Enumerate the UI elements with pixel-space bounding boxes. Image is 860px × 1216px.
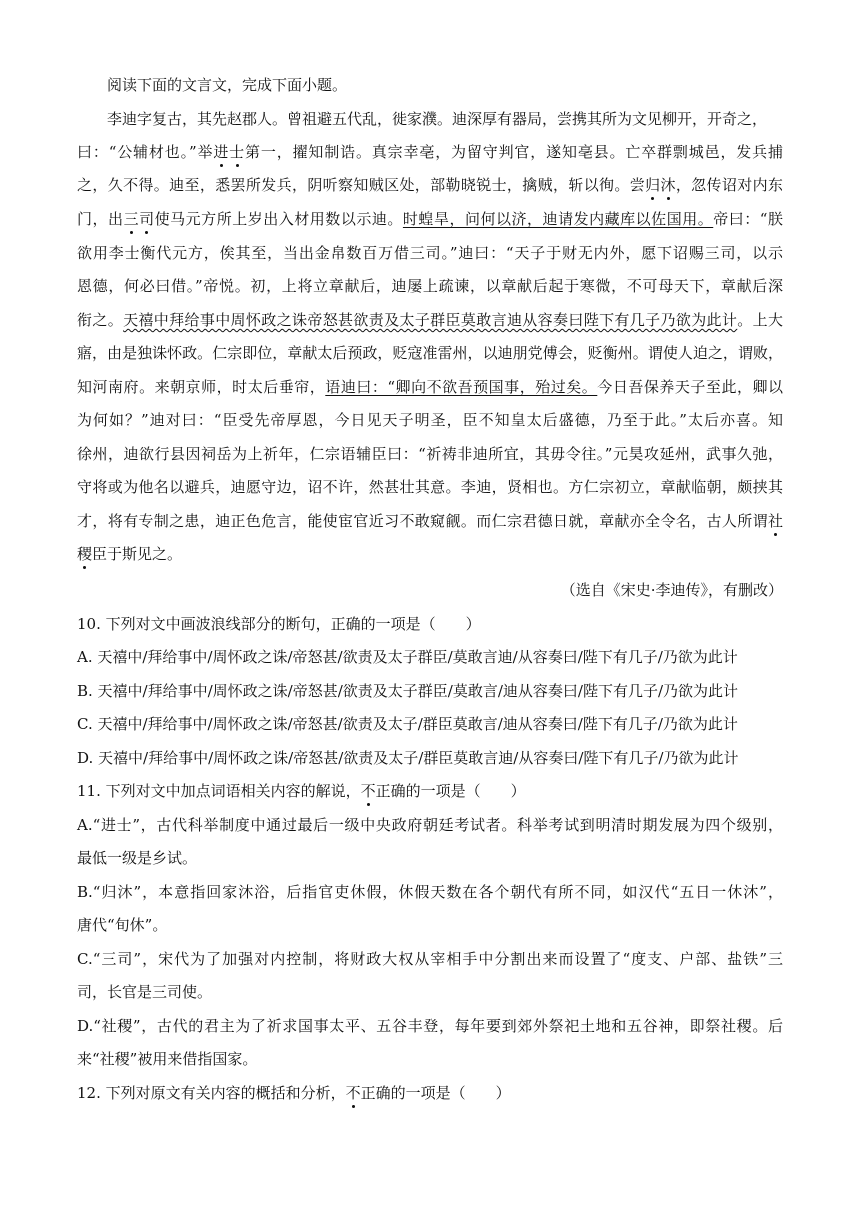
underlined-sentence: 语迪曰：“卿向不欲吾预国事，殆过矣。 bbox=[325, 378, 598, 396]
passage-line: 稷臣于斯见之。 bbox=[77, 545, 183, 563]
dotted-char: 不 bbox=[345, 1084, 361, 1102]
passage-line: 守将或为他名以避兵，迪愿守边，诏不许，然甚壮其意。李迪，贤相也。方仁宗初立，章献临朝，颇挟其 bbox=[77, 478, 783, 496]
dotted-char: 士 bbox=[229, 143, 246, 161]
option-c: C. 天禧中/拜给事中/周怀政之诛/帝怒甚/欲责及太子/群臣莫敢言/迪从容奏曰/陛下有几子/乃欲为此计 bbox=[77, 715, 738, 733]
question-stem: 10. 下列对文中画波浪线部分的断句，正确的一项是（ ） bbox=[77, 615, 481, 633]
passage-line: 恩德，何必曰借。”帝悦。初，上将立章献后，迪屡上疏谏，以章献后起于寒微，不可母天下，章献后深 bbox=[77, 277, 783, 295]
passage-line: 徐州，迪欲行县因祠岳为上祈年，仁宗语辅臣曰：“祈祷非迪所宜，其毋令往。”元昊攻延州，武事久弛， bbox=[77, 445, 783, 463]
option-a: A.“进士”，古代科举制度中通过最后一级中央政府朝廷考试者。科举考试到明清时期发展为四个级别， bbox=[77, 816, 783, 834]
option-c: C.“三司”，宋代为了加强对内控制，将财政大权从宰相手中分割出来而设置了“度支、户部、盐铁”三 bbox=[77, 950, 783, 968]
option-b: B. 天禧中/拜给事中/周怀政之诛/帝怒甚/欲责及太子群臣/莫敢言/迪从容奏曰/陛下有几子/乃欲为此计 bbox=[77, 682, 738, 700]
passage-line: 知河南府。来朝京师，时太后垂帘，语迪曰：“卿向不欲吾预国事，殆过矣。今日吾保养天子至此，卿以 bbox=[77, 378, 783, 396]
option-d-cont: 来“社稷”被用来借指国家。 bbox=[77, 1050, 258, 1068]
dotted-char: 归 bbox=[645, 176, 661, 194]
instruction-text: 阅读下面的文言文，完成下面小题。 bbox=[107, 76, 348, 94]
option-b-cont: 唐代“旬休”。 bbox=[77, 916, 168, 934]
underlined-sentence: 时蝗旱，问何以济，迪请发内藏库以佐国用。 bbox=[402, 210, 714, 228]
passage-line: 李迪字复古，其先赵郡人。曾祖避五代乱，徙家濮。迪深厚有器局，尝携其所为文见柳开，开奇之， bbox=[107, 110, 768, 128]
option-a-cont: 最低一级是乡试。 bbox=[77, 849, 198, 867]
dotted-char: 三 bbox=[123, 210, 140, 228]
dotted-char: 社 bbox=[767, 512, 783, 530]
dotted-char: 不 bbox=[360, 782, 376, 800]
dotted-char: 沐 bbox=[660, 176, 676, 194]
option-d: D. 天禧中/拜给事中/周怀政之诛/帝怒甚/欲责及太子/群臣莫敢言迪/从容奏曰/陛下有几子/乃欲为此计 bbox=[77, 749, 739, 767]
passage-line: 曰：“公辅材也。”举进士第一，擢知制诰。真宗幸亳，为留守判官，遂知亳县。亡卒群剽城邑，发兵捕 bbox=[77, 143, 783, 161]
passage-line: 为何如？”迪对曰：“臣受先帝厚恩，今日见天子明圣，臣不知皇太后盛德，乃至于此。”太后亦喜。知 bbox=[77, 411, 783, 429]
dotted-char: 司 bbox=[139, 210, 155, 228]
option-c-cont: 司，长官是三司使。 bbox=[77, 983, 213, 1001]
question-stem: 11. 下列对文中加点词语相关内容的解说，不正确的一项是（ ） bbox=[77, 782, 526, 800]
option-d: D.“社稷”，古代的君主为了祈求国事太平、五谷丰登，每年要到郊外祭祀土地和五谷神，即祭社稷。后 bbox=[77, 1017, 783, 1035]
dotted-char: 进 bbox=[213, 143, 230, 161]
passage-line: 寤，由是独诛怀政。仁宗即位，章献太后预政，贬寇准雷州，以迪朋党傅会，贬衡州。谓使人迫之，谓败， bbox=[77, 344, 783, 362]
passage-line: 之，久不得。迪至，悉罢所发兵，阴听察知贼区处，部勒晓锐士，擒贼，斩以徇。尝归沐，忽传诏对内东 bbox=[77, 176, 783, 194]
dotted-char: 稷 bbox=[77, 545, 93, 563]
question-stem: 12. 下列对原文有关内容的概括和分析，不正确的一项是（ ） bbox=[77, 1084, 511, 1102]
passage-line: 才，将有专制之患，迪正色危言，能使宦官近习不敢窥觎。而仁宗君德日就，章献亦全令名，古人所谓社 bbox=[77, 512, 783, 530]
passage-line: 衔之。天禧中拜给事中周怀政之诛帝怒甚欲责及太子群臣莫敢言迪从容奏曰陛下有几子乃欲为此计。上大 bbox=[77, 311, 783, 329]
wavy-underlined-sentence: 天禧中拜给事中周怀政之诛帝怒甚欲责及太子群臣莫敢言迪从容奏曰陛下有几子乃欲为此计 bbox=[123, 311, 738, 329]
passage-line: 门，出三司使马元方所上岁出入材用数以示迪。时蝗旱，问何以济，迪请发内藏库以佐国用。帝曰：“朕 bbox=[77, 210, 783, 228]
source-citation: （选自《宋史·李迪传》，有删改） bbox=[560, 581, 783, 599]
option-a: A. 天禧中/拜给事中/周怀政之诛/帝怒甚/欲责及太子群臣/莫敢言迪/从容奏曰/陛下有几子/乃欲为此计 bbox=[77, 648, 738, 666]
passage-line: 欲用李士衡代元方，俟其至，当出金帛数百万借三司。”迪曰：“天子于财无内外，愿下诏赐三司，以示 bbox=[77, 244, 783, 262]
option-b: B.“归沐”，本意指回家沐浴，后指官吏休假，休假天数在各个朝代有所不同，如汉代“五日一休沐”， bbox=[77, 883, 783, 901]
